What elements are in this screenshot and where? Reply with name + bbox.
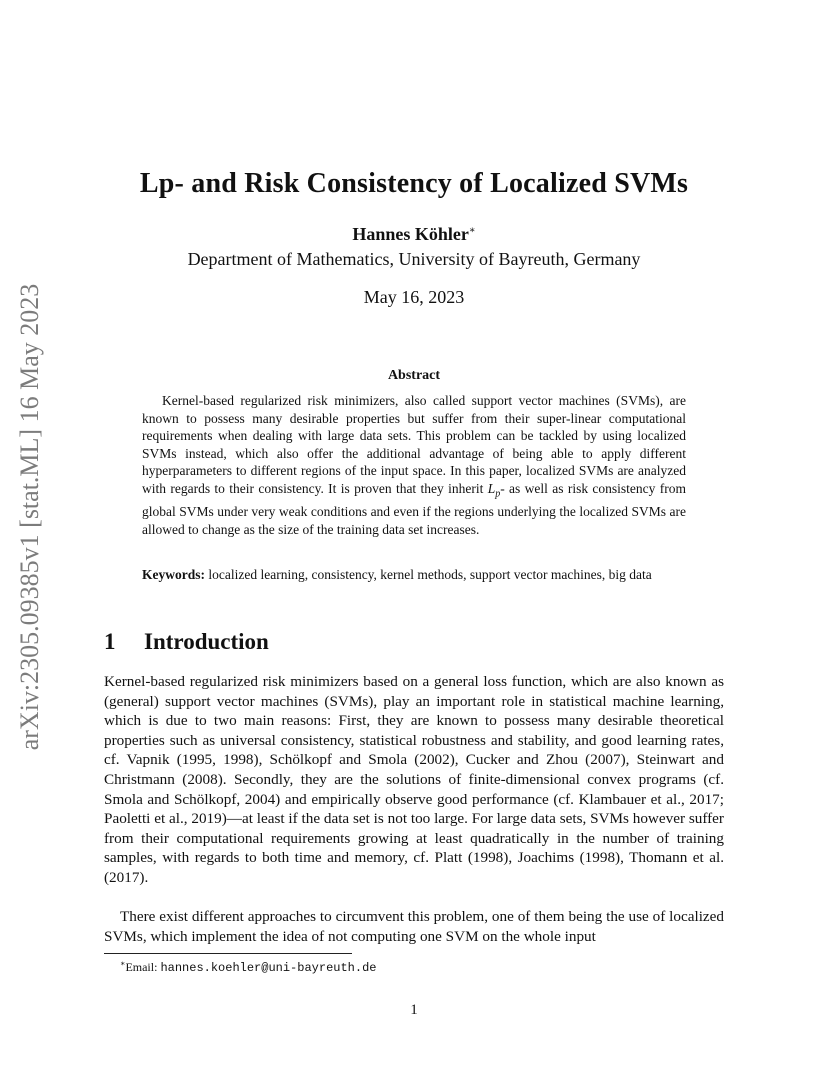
abstract-text-part1: Kernel-based regularized risk minimizers, also called support vector machines (SVMs), are known to possess many desirable properties but suffer from their super-linear computational requirements when dealing with large data sets. This problem can be tackled by using localized SVMs instead, which also offer the additional advantage of being able to apply different hyperparameters to different regions of the input space. In this paper, localized SVMs are analyzed with regards to their consistency. It is proven that they inherit [142, 393, 686, 496]
author-affiliation: Department of Mathematics, University of Bayreuth, Germany [187, 249, 641, 269]
section-number: 1 [104, 629, 116, 654]
abstract-heading: Abstract [387, 368, 441, 383]
abstract-text [142, 392, 686, 538]
footnote-label: Email: [125, 960, 158, 974]
author-footnote-marker: ∗ [468, 225, 476, 236]
math-p-subscript: p [495, 488, 501, 500]
paper-date: May 16, 2023 [363, 287, 465, 307]
author-email-link[interactable]: hannes.koehler@uni-bayreuth.de [160, 961, 377, 975]
author-name: Hannes Köhler [352, 224, 469, 244]
math-l: L [487, 480, 496, 496]
paper-title: Lp- and Risk Consistency of Localized SVMs [139, 168, 689, 199]
keywords-block [142, 566, 686, 584]
keywords-list: localized learning, consistency, kernel methods, support vector machines, big data [208, 567, 652, 582]
intro-paragraph-1: Kernel-based regularized risk minimizers based on a general loss function, which are also known as (general) support vector machines (SVMs), play an important role in statistical machine learning, which is due to two main reasons: First, they are known to possess many desirable theoretical properties such as universal consistency, statistical robustness and stability, and good learning rates, cf. Vapnik (1995, 1998), Schölkopf and Smola (2002), Cucker and Zhou (2007), Steinwart and Christmann (2008). Secondly, they are the solutions of finite-dimensional convex programs (cf. Smola and Schölkopf, 2004) and empirically observe good performance (cf. Klambauer et al., 2017; Paoletti et al., 2019)—at least if the data set is not too large. For large data sets, SVMs however suffer from their computational requirements growing at least quadratically in the number of training samples, with regards to both time and memory, cf. Platt (1998), Joachims (1998), Thomann et al. (2017). [104, 673, 724, 886]
footnote-marker: ∗ [120, 959, 126, 968]
intro-paragraph-2: There exist different approaches to circumvent this problem, one of them being the use of localized SVMs, which implement the idea of not computing one SVM on the whole input [104, 908, 724, 945]
keywords-label: Keywords: [142, 567, 205, 582]
section-title: Introduction [144, 629, 269, 654]
footnote-email [120, 959, 720, 975]
arxiv-stamp-text: arXiv:2305.09385v1 [stat.ML] 16 May 2023 [15, 283, 44, 751]
abstract-math-lp [487, 480, 501, 500]
section-heading-introduction [104, 629, 724, 655]
footnote-separator [104, 953, 352, 954]
abstract-text-part2: - as well as risk consistency from global SVMs under very weak conditions and even if the regions underlying the localized SVMs are allowed to change as the size of the training data set increases. [142, 480, 686, 537]
page-number: 1 [410, 1002, 418, 1018]
author-line [0, 224, 828, 245]
